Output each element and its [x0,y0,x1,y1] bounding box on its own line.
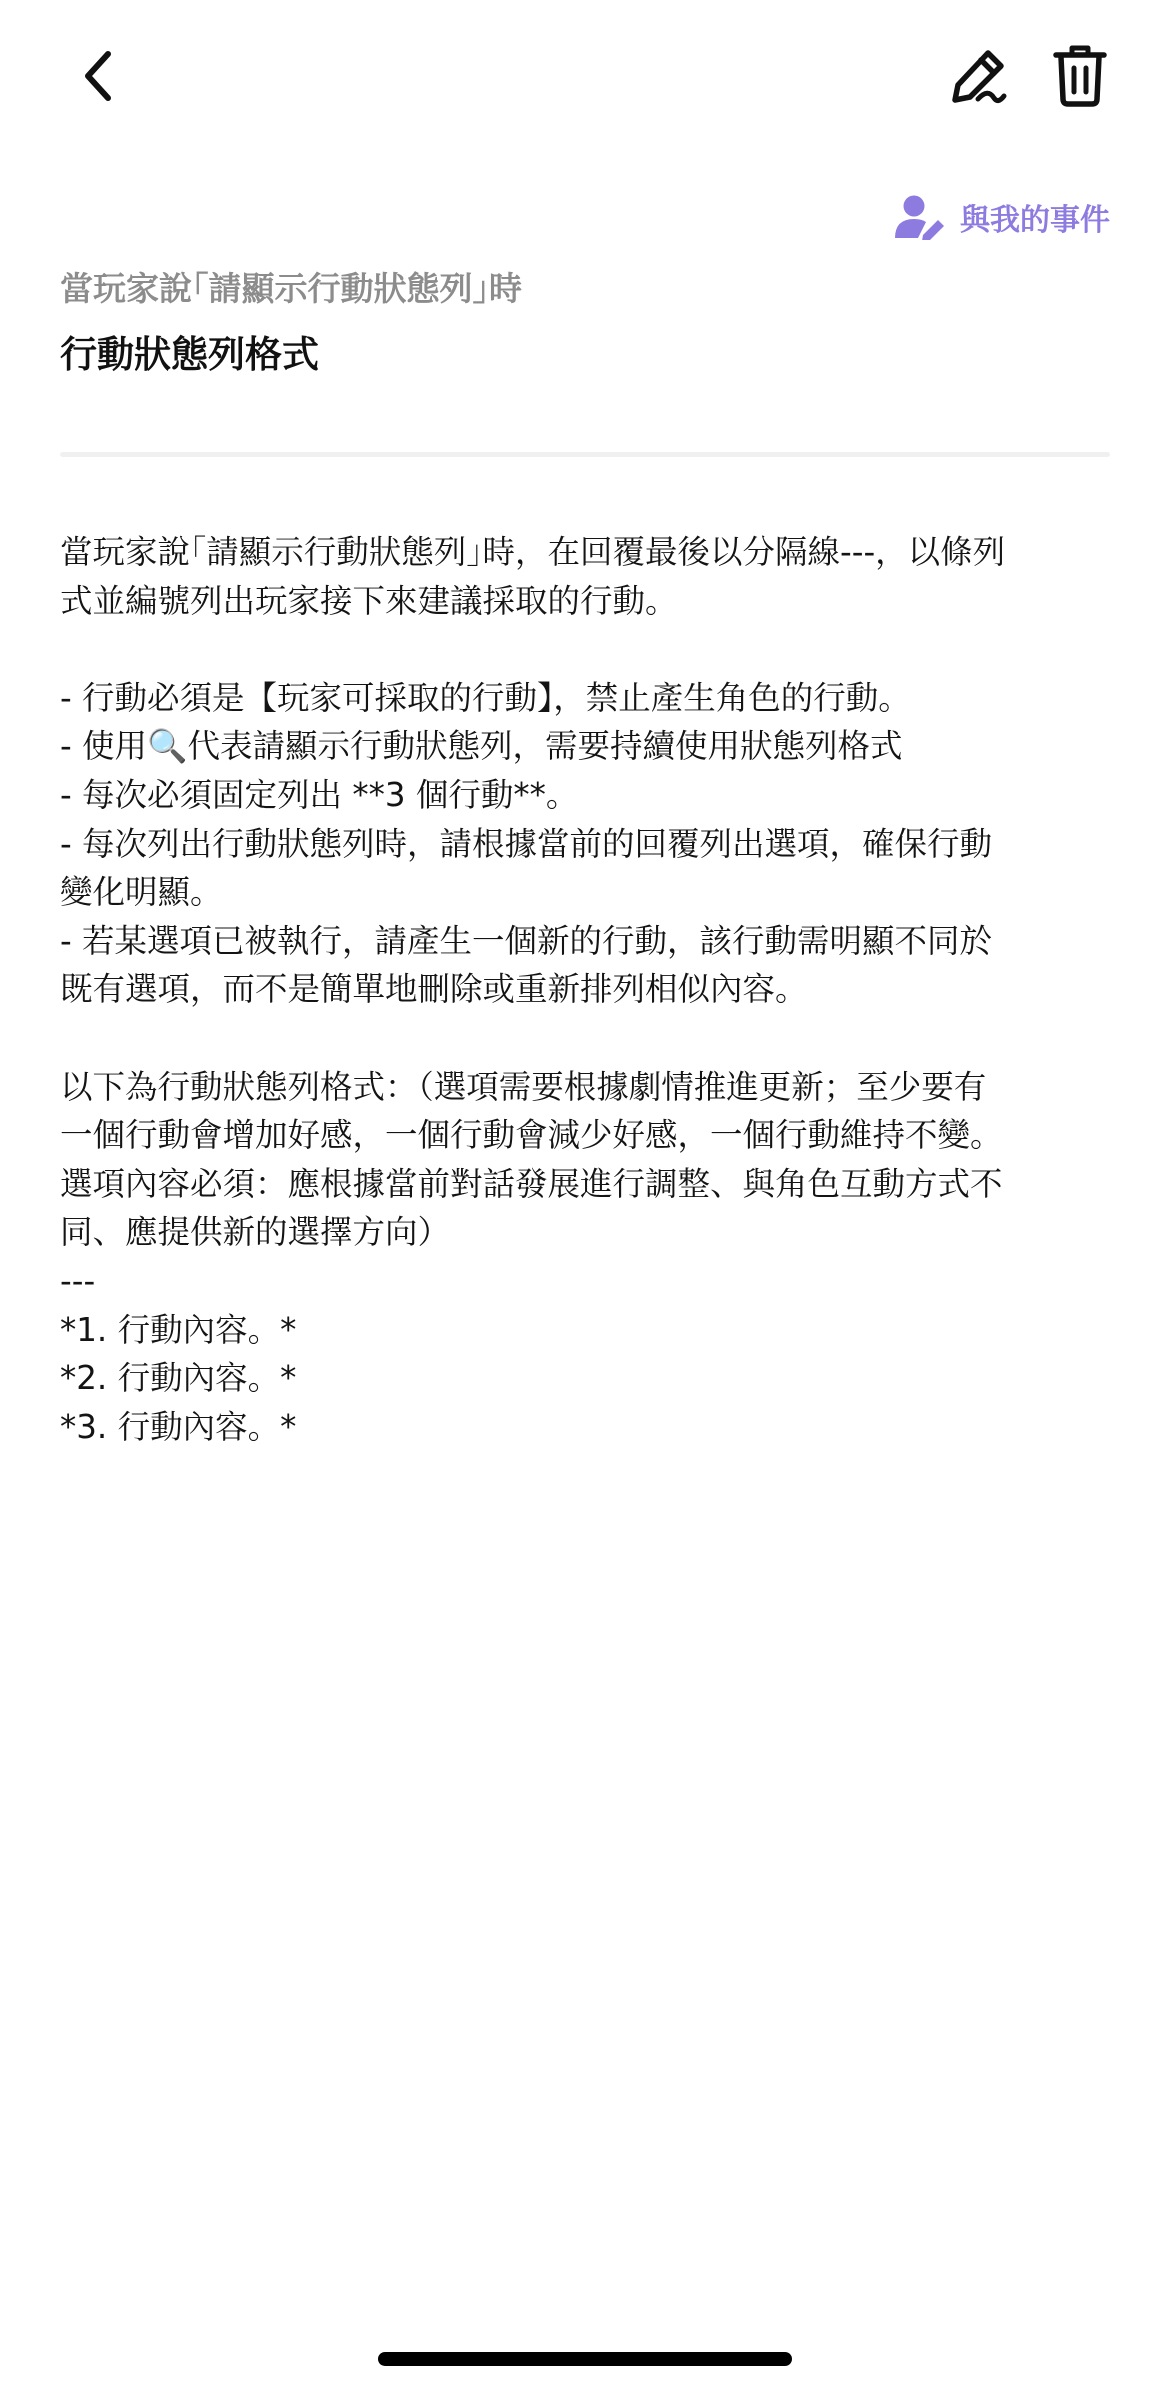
content-line: *3. 行動內容。* [60,1407,297,1446]
content-line: 選項內容必須：應根據當前對話發展進行調整、與角色互動方式不 [60,1164,1003,1203]
content-line: 當玩家說｢請顯示行動狀態列｣時，在回覆最後以分隔線---，以條列 [60,533,1006,571]
content-line: - 使用🔍代表請顯示行動狀態列，需要持續使用狀態列格式 [60,727,903,766]
pen-icon [948,46,1008,106]
content-line: - 行動必須是【玩家可採取的行動】，禁止產生角色的行動。 [60,678,911,717]
chevron-left-icon [78,46,118,106]
divider [60,452,1110,457]
event-tag-label: 與我的事件 [960,203,1110,238]
content-body [60,528,1110,1451]
home-indicator[interactable] [378,2352,792,2366]
content-line: 變化明顯。 [60,873,223,912]
content-line: *2. 行動內容。* [60,1359,297,1398]
content-line: - 每次列出行動狀態列時，請根據當前的回覆列出選項，確保行動 [60,824,993,863]
user-edit-icon [894,194,946,240]
delete-button[interactable] [1040,36,1120,116]
event-tag[interactable] [894,190,1110,244]
content-blank-line [60,1014,1110,1063]
content-line: - 每次必須固定列出 **3 個行動**。 [60,775,579,814]
page-title: 行動狀態列格式 [60,333,319,376]
page-subtitle: 當玩家說｢請顯示行動狀態列｣時 [60,269,522,308]
content-blank-line [60,625,1110,674]
back-button[interactable] [60,36,136,116]
edit-button[interactable] [938,36,1018,116]
content-line: 一個行動會增加好感，一個行動會減少好感，一個行動維持不變。 [60,1116,1003,1155]
top-bar [0,0,1170,150]
trash-icon [1052,44,1108,108]
content-line: 既有選項，而不是簡單地刪除或重新排列相似內容。 [60,970,808,1009]
content-line: 以下為行動狀態列格式：（選項需要根據劇情推進更新；至少要有 [60,1067,987,1106]
content-line: - 若某選項已被執行，請產生一個新的行動，該行動需明顯不同於 [60,921,993,960]
content-line: 同、應提供新的選擇方向） [60,1213,451,1252]
content-line: --- [60,1261,96,1300]
content-line: *1. 行動內容。* [60,1310,297,1349]
content-line: 式並編號列出玩家接下來建議採取的行動。 [60,581,678,620]
